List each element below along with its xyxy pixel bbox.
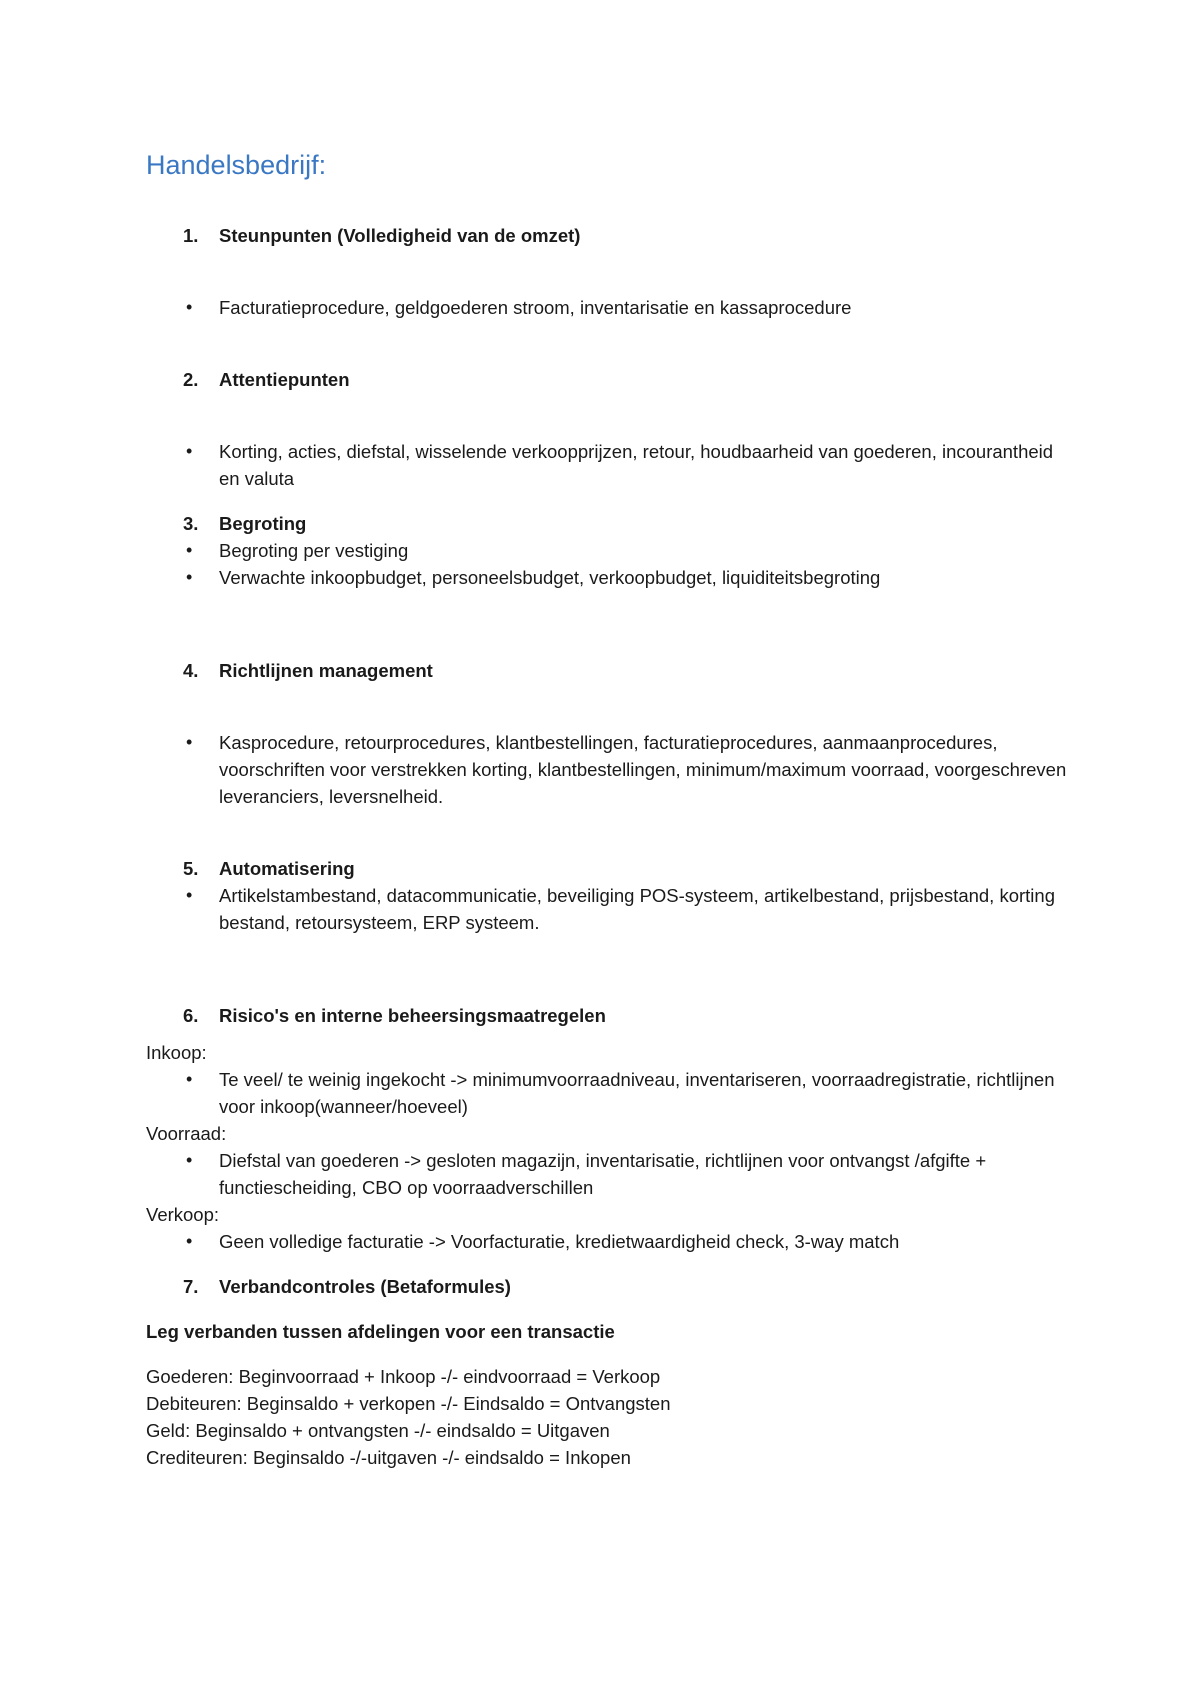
list-item-text: Korting, acties, diefstal, wisselende verkoopprijzen, retour, houdbaarheid van goederen, incourantheid en valuta <box>219 441 1054 489</box>
subheading: Leg verbanden tussen afdelingen voor een transactie <box>146 1321 615 1342</box>
formula-line: Debiteuren: Beginsaldo + verkopen -/- Eindsaldo = Ontvangsten <box>146 1393 671 1414</box>
section-heading-text: Automatisering <box>219 858 355 879</box>
section-heading-text: Attentiepunten <box>219 369 350 390</box>
list-item <box>146 564 1076 591</box>
group-label-voorraad: Voorraad: <box>146 1123 227 1144</box>
section-heading-text: Risico's en interne beheersingsmaatregelen <box>219 1005 606 1026</box>
list-item <box>146 438 1076 492</box>
section-heading-6 <box>146 1002 1076 1029</box>
bullet-icon: • <box>186 297 193 317</box>
formula-line: Geld: Beginsaldo + ontvangsten -/- eindsaldo = Uitgaven <box>146 1420 610 1441</box>
list-item-text: Geen volledige facturatie -> Voorfacturatie, kredietwaardigheid check, 3-way match <box>219 1231 900 1252</box>
section-heading-4 <box>146 657 1076 684</box>
list-item-text: Te veel/ te weinig ingekocht -> minimumvoorraadniveau, inventariseren, voorraadregistratie, richtlijnen voor inkoop(wanneer/hoeveel) <box>219 1069 1055 1117</box>
list-item-text: Kasprocedure, retourprocedures, klantbestellingen, facturatieprocedures, aanmaanprocedures, voorschriften voor verstrekken korting, klantbestellingen, minimum/maximum voorraad, voorgeschreven leveranciers, leversnelheid. <box>219 732 1067 807</box>
list-item <box>146 1228 1076 1255</box>
list-item-text: Begroting per vestiging <box>219 540 409 561</box>
section-number: 3. <box>183 513 199 534</box>
section-number: 4. <box>183 660 199 681</box>
section-heading-7 <box>146 1273 1076 1300</box>
list-item-text: Artikelstambestand, datacommunicatie, beveiliging POS-systeem, artikelbestand, prijsbestand, korting bestand, retoursysteem, ERP systeem. <box>219 885 1055 933</box>
formula-line: Goederen: Beginvoorraad + Inkoop -/- eindvoorraad = Verkoop <box>146 1366 661 1387</box>
section-heading-3 <box>146 510 1076 537</box>
section-number: 2. <box>183 369 199 390</box>
list-item-text: Diefstal van goederen -> gesloten magazijn, inventarisatie, richtlijnen voor ontvangst /afgifte + functiescheiding, CBO op voorraadverschillen <box>219 1150 987 1198</box>
bullet-icon: • <box>186 441 193 461</box>
list-item <box>146 1066 1076 1120</box>
section-heading-5 <box>146 855 1076 882</box>
group-label-verkoop: Verkoop: <box>146 1204 220 1225</box>
section-number: 6. <box>183 1005 199 1026</box>
list-item <box>146 882 1076 936</box>
bullet-icon: • <box>186 540 193 560</box>
list-item <box>146 729 1076 810</box>
list-item <box>146 1147 1076 1201</box>
bullet-icon: • <box>186 885 193 905</box>
section-heading-text: Richtlijnen management <box>219 660 433 681</box>
bullet-icon: • <box>186 1150 193 1170</box>
list-item-text: Verwachte inkoopbudget, personeelsbudget, verkoopbudget, liquiditeitsbegroting <box>219 567 881 588</box>
list-item-text: Facturatieprocedure, geldgoederen stroom, inventarisatie en kassaprocedure <box>219 297 852 318</box>
bullet-icon: • <box>186 1069 193 1089</box>
group-label-inkoop: Inkoop: <box>146 1042 207 1063</box>
section-heading-1 <box>146 222 1076 249</box>
section-heading-2 <box>146 366 1076 393</box>
bullet-icon: • <box>186 1231 193 1251</box>
list-item <box>146 537 1076 564</box>
document-content <box>146 148 1076 1471</box>
formula-line: Crediteuren: Beginsaldo -/-uitgaven -/- eindsaldo = Inkopen <box>146 1447 631 1468</box>
bullet-icon: • <box>186 567 193 587</box>
section-number: 7. <box>183 1276 199 1297</box>
section-heading-text: Verbandcontroles (Betaformules) <box>219 1276 511 1297</box>
list-item <box>146 294 1076 321</box>
section-number: 1. <box>183 225 199 246</box>
bullet-icon: • <box>186 732 193 752</box>
section-heading-text: Steunpunten (Volledigheid van de omzet) <box>219 225 581 246</box>
section-heading-text: Begroting <box>219 513 307 534</box>
page-title: Handelsbedrijf: <box>146 150 327 180</box>
section-number: 5. <box>183 858 199 879</box>
